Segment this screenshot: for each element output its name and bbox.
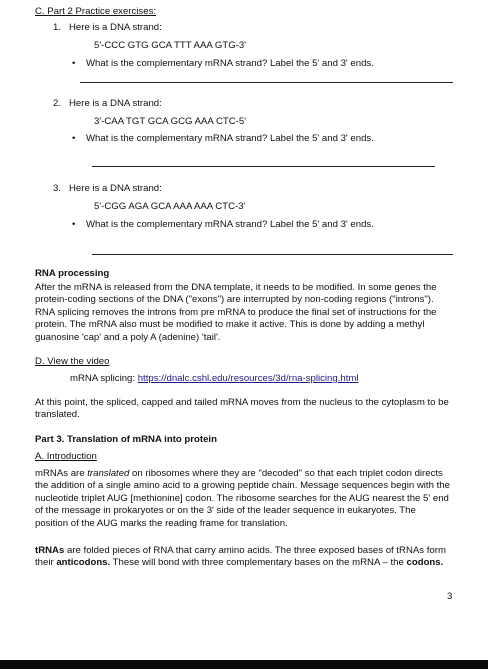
translation-paragraph: mRNAs are translated on ribosomes where they are "decoded" so that each triplet codon directs the addition of a single amino acid to a growing peptide chain. Message sequences begin with the nucleotide triplet AUG [methionine] codon. The ribosome searches for the AUG nearest the 5' end of the message in prokaryotes or on the 3' side of the leader sequence in eukaryotes. The position of the AUG marks the reading frame for translation. [35,468,450,529]
exercise-2-strand: 3'-CAA TGT GCA GCG AAA CTC-5' [94,116,247,127]
mrna-splicing-link[interactable]: https://dnalc.cshl.edu/resources/3d/rna-splicing.html [137,373,359,384]
answer-line-2 [92,166,435,167]
section-c-heading: C. Part 2 Practice exercises: [35,6,157,17]
page-number: 3 [447,591,453,602]
anticodons-term: anticodons. [56,557,111,569]
exercise-1-strand: 5'-CCC GTG GCA TTT AAA GTG-3' [94,40,247,51]
exercise-2-question: • What is the complementary mRNA strand? Label the 5' and 3' ends. [86,133,374,145]
part3-heading: Part 3. Translation of mRNA into protein [35,434,217,445]
answer-line-3 [92,254,453,255]
answer-line-1 [80,82,453,83]
view-video-label: D. View the video [35,356,110,367]
codons-term: codons. [406,557,444,569]
exercise-3-number: 3. [53,183,62,194]
mrna-splicing-label: mRNA splicing: [70,373,138,384]
introduction-label: A. Introduction [35,451,97,462]
exercise-3-prompt: Here is a DNA strand: [69,183,162,194]
translated-word: translated [87,468,130,479]
exercise-3-question: • What is the complementary mRNA strand? Label the 5' and 3' ends. [86,219,374,231]
exercise-2-number: 2. [53,98,62,109]
bottom-bar [0,660,488,669]
after-splicing-paragraph: At this point, the spliced, capped and tailed mRNA moves from the nucleus to the cytoplasm to be translated. [35,397,449,421]
exercise-2-prompt: Here is a DNA strand: [69,98,162,109]
mrna-splicing-line [70,373,358,385]
trnas-term: tRNAs [35,545,65,556]
exercise-1-number: 1. [53,22,62,33]
exercise-1-question: • What is the complementary mRNA strand? Label the 5' and 3' ends. [86,58,374,70]
exercise-1-prompt: Here is a DNA strand: [69,22,162,33]
exercise-3-strand: 5'-CGG AGA GCA AAA AAA CTC-3' [94,201,246,212]
rna-processing-paragraph: After the mRNA is released from the DNA template, it needs to be modified. In some genes the protein-coding sections of the DNA ("exons") are interrupted by non-coding regions ("introns"). RNA splicing removes the introns from pre mRNA to produce the final set of instructions for the protein. The mRNA also must be modified to make it active. This is done by adding a methyl guanosine 'cap' and a poly A (adenine) 'tail'. [35,282,437,343]
rna-processing-heading: RNA processing [35,268,110,279]
trna-paragraph: tRNAs are folded pieces of RNA that carry amino acids. The three exposed bases of tRNAs form their anticodons. These will bond with three complementary bases on the mRNA – the codons. [35,545,446,569]
